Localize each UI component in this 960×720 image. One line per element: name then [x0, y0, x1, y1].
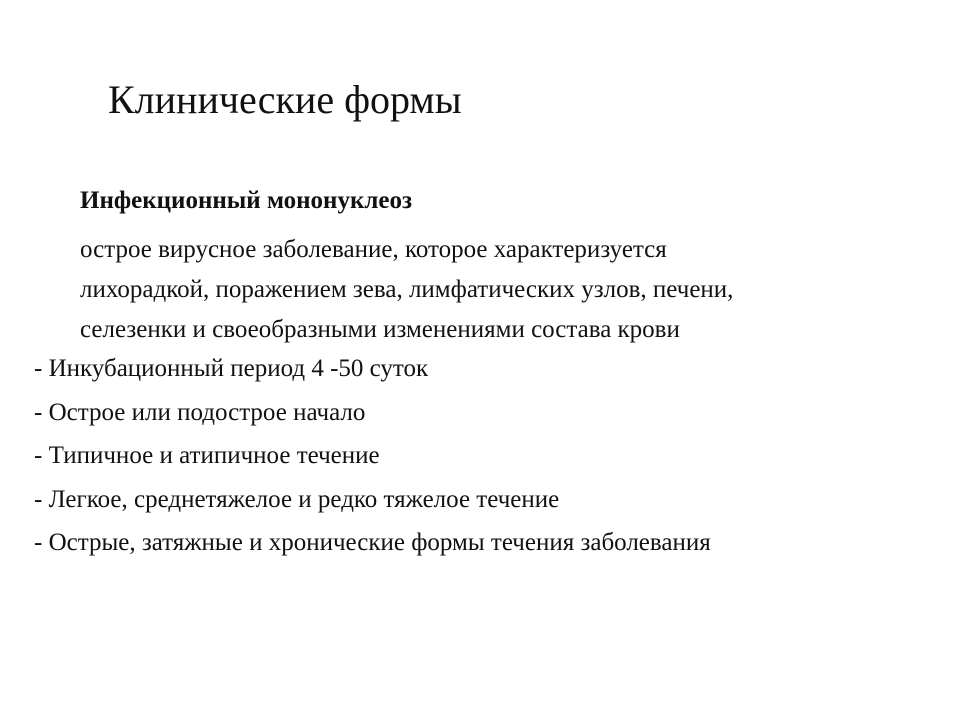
definition-line: селезенки и своеобразными изменениями состава крови	[80, 316, 680, 343]
disease-name: Инфекционный мононуклеоз	[80, 187, 413, 214]
list-item: - Острые, затяжные и хронические формы течения заболевания	[34, 529, 711, 556]
list-item: - Инкубационный период 4 -50 суток	[34, 355, 429, 382]
clinical-forms-list	[34, 349, 711, 567]
definition-line: лихорадкой, поражением зева, лимфатических узлов, печени,	[80, 276, 734, 303]
slide-title: Клинические формы	[108, 77, 462, 122]
disease-definition	[80, 230, 940, 350]
definition-line: острое вирусное заболевание, которое характеризуется	[80, 236, 667, 263]
list-item: - Типичное и атипичное течение	[34, 442, 380, 469]
list-item: - Острое или подострое начало	[34, 398, 366, 426]
list-item: - Легкое, среднетяжелое и редко тяжелое течение	[34, 485, 560, 513]
